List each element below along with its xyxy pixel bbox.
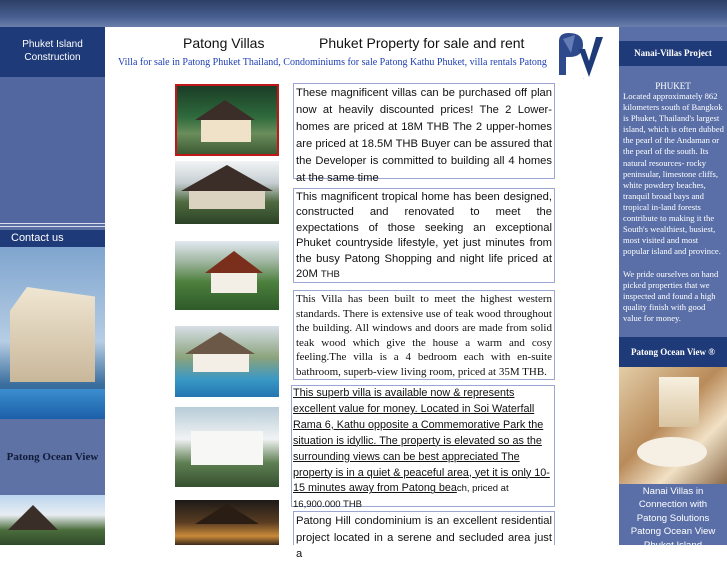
listing-description-4 (291, 385, 555, 511)
partner-link[interactable]: Patong Ocean View (630, 526, 716, 538)
top-banner (0, 0, 727, 27)
partner-links (619, 485, 727, 552)
partner-link[interactable]: Nanai Villas in (642, 486, 704, 497)
listing-thumbnail-6[interactable] (175, 500, 279, 545)
building-shape (189, 191, 265, 209)
listing-price: 16,900.000 THB (293, 499, 363, 511)
phuket-heading: PHUKET (655, 81, 691, 91)
patong-ocean-view-label[interactable]: Patong Ocean View (0, 419, 105, 495)
building-shape (193, 354, 249, 372)
listing-description-2 (293, 188, 555, 283)
right-sidebar (619, 27, 727, 551)
listing-text: ch, priced at (456, 483, 509, 495)
divider (0, 226, 105, 227)
contact-us-link[interactable]: Contact us (0, 230, 105, 247)
page-title-property: Phuket Property for sale and rent (319, 35, 525, 51)
roof-shape (195, 504, 259, 524)
pv-logo[interactable] (553, 29, 611, 81)
listing-description-3 (293, 290, 555, 380)
building-shape (211, 273, 257, 293)
page-title-villas: Patong Villas (183, 35, 265, 51)
patong-ocean-view-heading[interactable]: Patong Ocean View ® (619, 337, 727, 367)
left-sidebar (0, 27, 105, 545)
listing-description-5 (293, 511, 555, 560)
listing-text: Patong Hill condominium is an excellent residential project located in a serene and secluded area just a (296, 515, 552, 560)
logo-text: pv (583, 79, 585, 80)
listing-thumbnail-1[interactable] (175, 84, 279, 156)
listing-thumbnail-5[interactable] (175, 407, 279, 487)
listing-text: These magnificent villas can be purchased off plan now at heavily discounted prices! The 2 Lower-homes are priced at 18M THB The 2 upper-homes are priced at 18.5M THB Buyer can be assured that the Developer is committed to building all 4 homes at the same time (296, 87, 552, 184)
left-title-line2: Construction (24, 52, 81, 63)
listing-thumbnail-4[interactable] (175, 326, 279, 397)
listing-thumbnail-2[interactable] (175, 161, 279, 224)
listing-link-text[interactable]: This superb villa is available now & represents excellent value for money. Located in Soi Waterfall Rama 6, Kathu opposite a Commemorative Park the situation is idyllic. The property is elevated so as the surrounding views can be best appreciated The property is in a quiet & peaceful area, yet it is only 10-15 minutes away from Patong bea (293, 387, 550, 495)
left-panel (0, 77, 105, 223)
listing-price-suffix: THB (320, 269, 340, 281)
phuket-description: Located approximately 862 kilometers south of Bangkok is Phuket, Thailand's largest island, which is often dubbed the pearl of the Andaman or the pearl of the south. Its natural resources- rocky peninsular, limestone cliffs, white powdery beaches, tranquil broad bays and tropical in-land forests contribute to making it the South's wealthiest, busiest, most visited and most popular island and province. We pride ourselves on hand picked properties that we inspected and found a high quality finish with good value for money. (623, 91, 724, 323)
villa-pool-photo[interactable] (0, 247, 105, 419)
listing-description-1 (293, 83, 555, 184)
roof-shape (195, 100, 255, 120)
listing-text: This magnificent tropical home has been designed, constructed and renovated to meet the expectations of those seeking an exceptional Phuket countryside lifestyle, yet just minutes from the busy Patong Shopping and night life priced at 20M (296, 191, 552, 281)
building-shape (191, 431, 263, 465)
roof-shape (185, 332, 255, 354)
left-title-line1: Phuket Island (22, 39, 83, 50)
villa-photo-bottom[interactable] (0, 495, 105, 545)
roof-shape (205, 251, 263, 273)
roof-shape (8, 505, 58, 530)
villa-house-shape (10, 287, 95, 382)
listing-text: This Villa has been built to meet the highest western standards. There is extensive use of teak wood throughout the building. All windows and doors are made from solid teak wood which give the house a warm and cosy feeling.The villa is a 4 bedroom each with en-suite bathroom, superb-view living room, priced at 35M THB. (296, 293, 552, 378)
nanai-villas-project-title[interactable]: Nanai-Villas Project (619, 41, 727, 66)
bathroom-photo[interactable] (619, 367, 727, 484)
building-shape (201, 120, 251, 142)
partner-link[interactable]: Phuket Island (643, 539, 703, 551)
listing-thumbnail-3[interactable] (175, 241, 279, 310)
roof-shape (181, 165, 273, 191)
bathtub-shape (637, 437, 707, 467)
partner-link[interactable]: Connection with (638, 499, 708, 511)
left-title[interactable] (0, 27, 105, 77)
pool-shape (0, 389, 105, 419)
page-subtitle-links[interactable]: Villa for sale in Patong Phuket Thailand, Condominiums for sale Patong Kathu Phuket, villa rentals Patong (118, 57, 547, 68)
partner-link[interactable]: Patong Solutions (636, 512, 710, 524)
divider (0, 223, 105, 224)
window-shape (659, 377, 699, 427)
